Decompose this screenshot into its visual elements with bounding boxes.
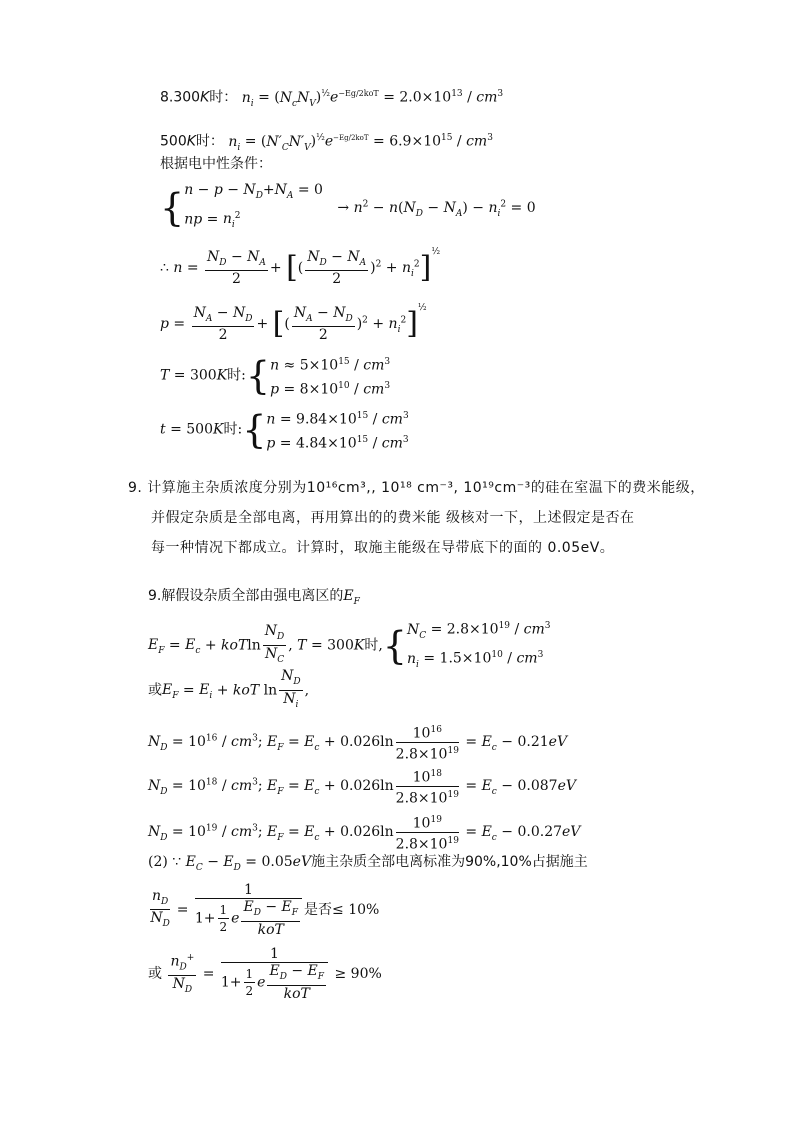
- s9-result-1e16: $N_D = 10^{16} / cm^3$; $E_F = E_c + 0.026\ln$ $\frac{10^{16}}{2.8\times 10^{19}}$ = $E_c - 0.21eV$: [148, 722, 567, 762]
- s9-title: 9.解假设杂质全部由强电离区的$E_F$: [148, 588, 360, 607]
- t500-result: t = 500K时:{ $n = 9.84\times 10^{15} / cm^3$ $p = 4.84\times 10^{15} / cm^3$: [160, 407, 409, 452]
- q9-line3: 每一种情况下都成立。计算时，取施主能级在导带底下的面的 0.05eV。: [151, 540, 615, 556]
- s9-ratio-10pct: $\frac{n_D}{N_D}$ = 1 1+ $\frac{1}{2}$ e $E_D - E_F$ koT 是否≤ 10%: [150, 882, 380, 938]
- s9-result-1e18: $N_D = 10^{18} / cm^3$; $E_F = E_c + 0.026\ln$ $\frac{10^{18}}{2.8\times 10^{19}}$ = $E_c - 0.087eV$: [148, 766, 576, 806]
- neutrality-system: { $n - p - N_D+N_A = 0$ np = $n_i^2$ → $n^2 - n(N_D - N_A) - n_i^2 = 0$: [160, 182, 536, 231]
- p-solution: p = $\frac{N_A - N_D}{2}$ + [( $\frac{N_A - N_D}{2}$ )$^2 + n_i^2]^{\frac{1}{2}}$: [160, 303, 427, 344]
- s9-ef-eq: $E_F = E_c + koTln$ $\frac{N_D}{N_C}$ , T = 300K时,{ $N_C = 2.8\times 10^{19} / cm^3$ $n_i = 1.5\times 10^{10} / cm^3$: [148, 621, 551, 670]
- s9-or-eq: 或$E_F = E_i$ + koT ln $\frac{N_D}{N_i}$ ,: [148, 668, 310, 710]
- q9-line2: 并假定杂质是全部电离，再用算出的的费米能 级核对一下，上述假定是否在: [151, 510, 635, 526]
- p8-ni-500k: 500K时： $n_i = (N'_CN'_V)^{\frac{1}{2}}e^{-Eg/2koT} = 6.9\times 10^{15} / cm^3$: [160, 133, 493, 153]
- q9-line1: 9. 计算施主杂质浓度分别为10¹⁶cm³,, 10¹⁸ cm⁻³, 10¹⁹cm⁻³的硅在室温下的费米能级，: [128, 480, 705, 496]
- n-solution: ∴ n = $\frac{N_D - N_A}{2}$ + [( $\frac{N_D - N_A}{2}$ )$^2 + n_i^2]^{\frac{1}{2}}$: [160, 247, 441, 288]
- p8-ni-300k: 8.300K时： $n_i = (N_cN_V)^{\frac{1}{2}}e^{-Eg/2koT} = 2.0\times 10^{13} / cm^3$: [160, 89, 504, 109]
- s9-result-1e19: $N_D = 10^{19} / cm^3$; $E_F = E_c + 0.026\ln$ $\frac{10^{19}}{2.8\times 10^{19}}$ = $E_c - 0.0.27eV$: [148, 812, 580, 852]
- s9-condition: (2) ∵ $E_C - E_D = 0.05eV$施主杂质全部电离标准为90%,10%占据施主: [148, 854, 588, 873]
- s9-ratio-90pct: 或 $\frac{n_D^+}{N_D}$ = 1 1+ $\frac{1}{2}$ e $E_D - E_F$ koT ≥ 90%: [148, 946, 382, 1002]
- t300-result: T = 300K时:{ $n \approx 5\times 10^{15} / cm^3$ $p = 8\times 10^{10} / cm^3$: [160, 353, 391, 398]
- neutrality-heading: 根据电中性条件：: [160, 156, 272, 172]
